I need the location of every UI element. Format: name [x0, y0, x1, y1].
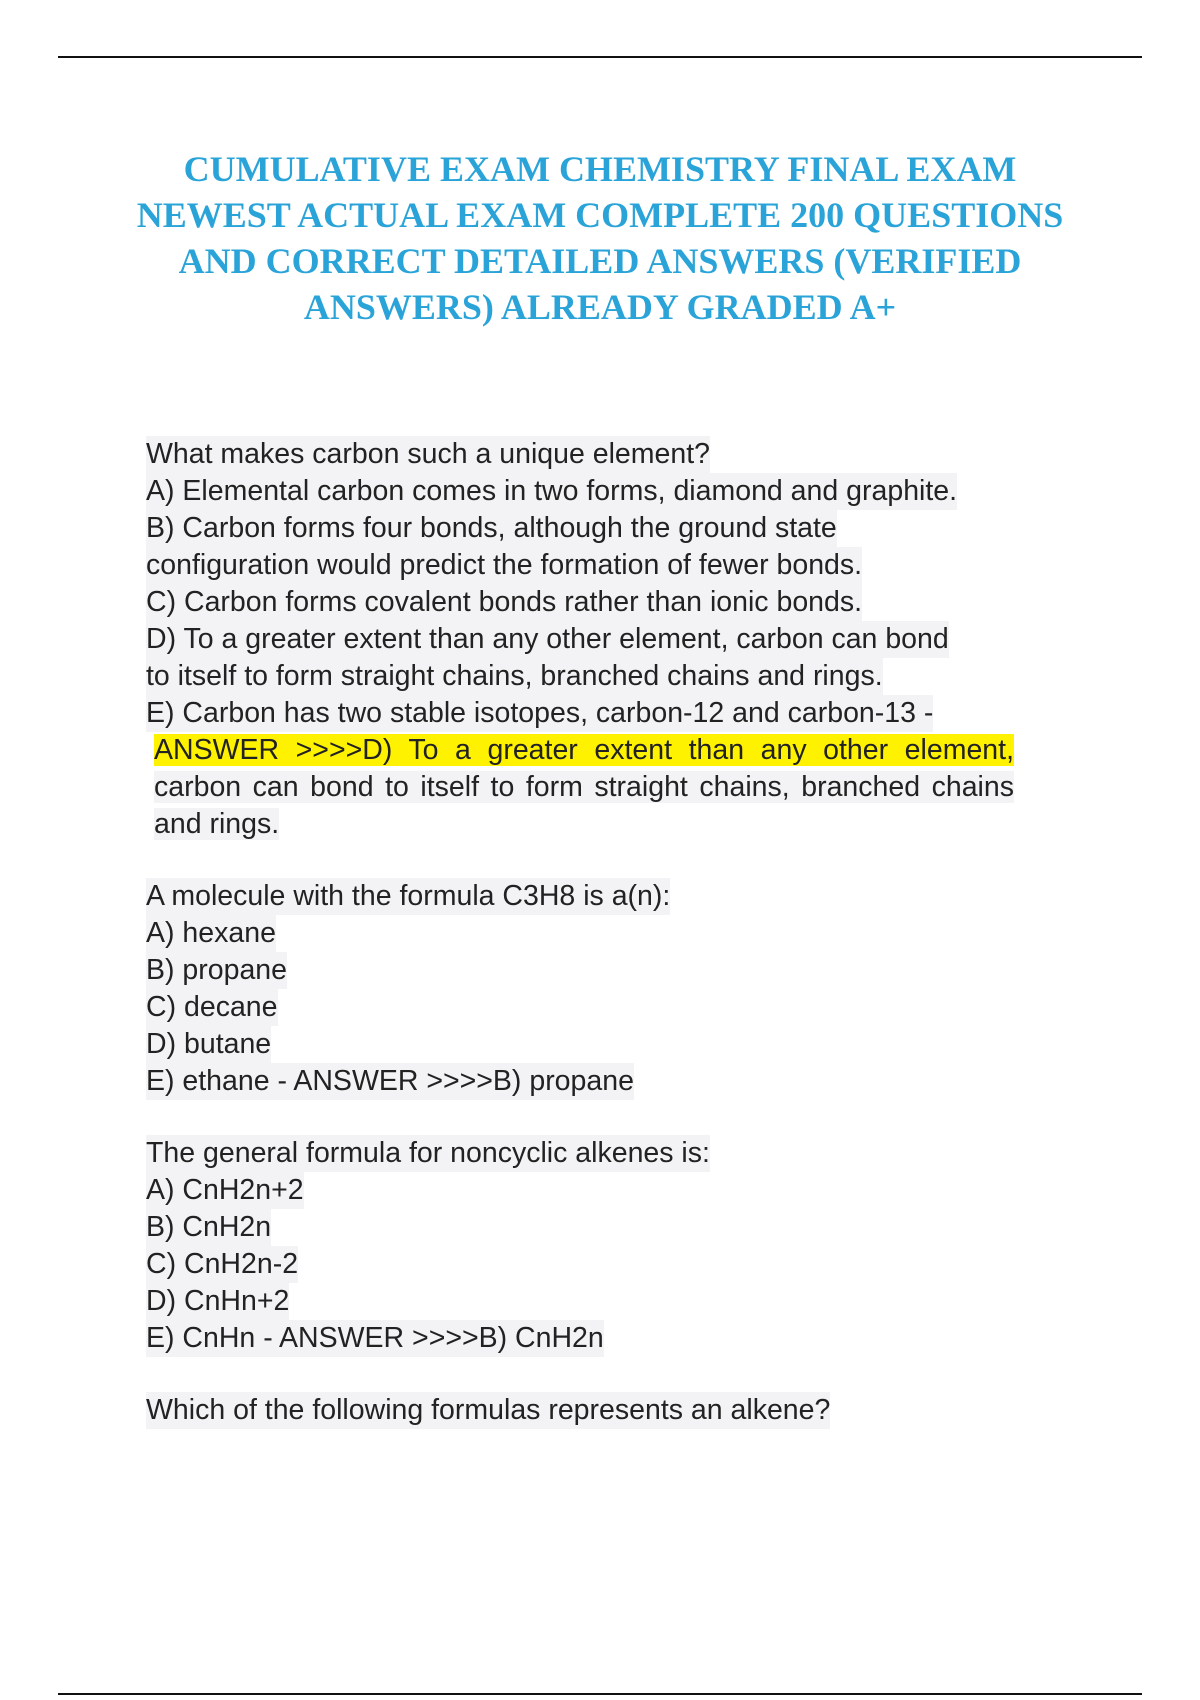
title-line: CUMULATIVE EXAM CHEMISTRY FINAL EXAM: [183, 149, 1017, 189]
option-line: A) Elemental carbon comes in two forms, diamond and graphite.: [146, 473, 957, 510]
option-line: B) Carbon forms four bonds, although the ground state: [146, 510, 837, 547]
title-line: NEWEST ACTUAL EXAM COMPLETE 200 QUESTIONS: [136, 195, 1064, 235]
question-text: The general formula for noncyclic alkenes is:: [146, 1135, 710, 1172]
answer-rest: carbon can bond to itself to form straight chains, branched chains and rings.: [154, 771, 1014, 840]
option-line: A) hexane: [146, 915, 276, 952]
question-text: A molecule with the formula C3H8 is a(n):: [146, 878, 670, 915]
document-title: [110, 146, 1090, 330]
option-line: A) CnH2n+2: [146, 1172, 304, 1209]
question-block: [146, 1392, 1086, 1429]
option-line: E) ethane - ANSWER >>>>B) propane: [146, 1063, 634, 1100]
title-line: AND CORRECT DETAILED ANSWERS (VERIFIED: [178, 241, 1022, 281]
answer-text: [146, 732, 1014, 843]
question-text: Which of the following formulas represents an alkene?: [146, 1392, 830, 1429]
option-line: configuration would predict the formation of fewer bonds.: [146, 547, 862, 584]
question-text: What makes carbon such a unique element?: [146, 436, 710, 473]
option-line: E) Carbon has two stable isotopes, carbon-12 and carbon-13 -: [146, 695, 933, 732]
question-block: [146, 436, 1086, 843]
answer-highlight: ANSWER >>>>D) To a greater extent than any other element,: [154, 734, 1014, 766]
header-divider: [58, 56, 1142, 58]
option-line: B) propane: [146, 952, 287, 989]
option-line: B) CnH2n: [146, 1209, 271, 1246]
title-line: ANSWERS) ALREADY GRADED A+: [303, 287, 897, 327]
option-line: E) CnHn - ANSWER >>>>B) CnH2n: [146, 1320, 604, 1357]
option-line: C) CnH2n-2: [146, 1246, 298, 1283]
option-line: to itself to form straight chains, branched chains and rings.: [146, 658, 883, 695]
footer-divider: [58, 1693, 1142, 1695]
question-block: [146, 878, 1086, 1100]
option-line: D) CnHn+2: [146, 1283, 289, 1320]
question-block: [146, 1135, 1086, 1357]
option-line: D) To a greater extent than any other element, carbon can bond: [146, 621, 949, 658]
option-line: C) decane: [146, 989, 278, 1026]
document-body: [146, 436, 1086, 1429]
option-line: D) butane: [146, 1026, 271, 1063]
option-line: C) Carbon forms covalent bonds rather than ionic bonds.: [146, 584, 862, 621]
